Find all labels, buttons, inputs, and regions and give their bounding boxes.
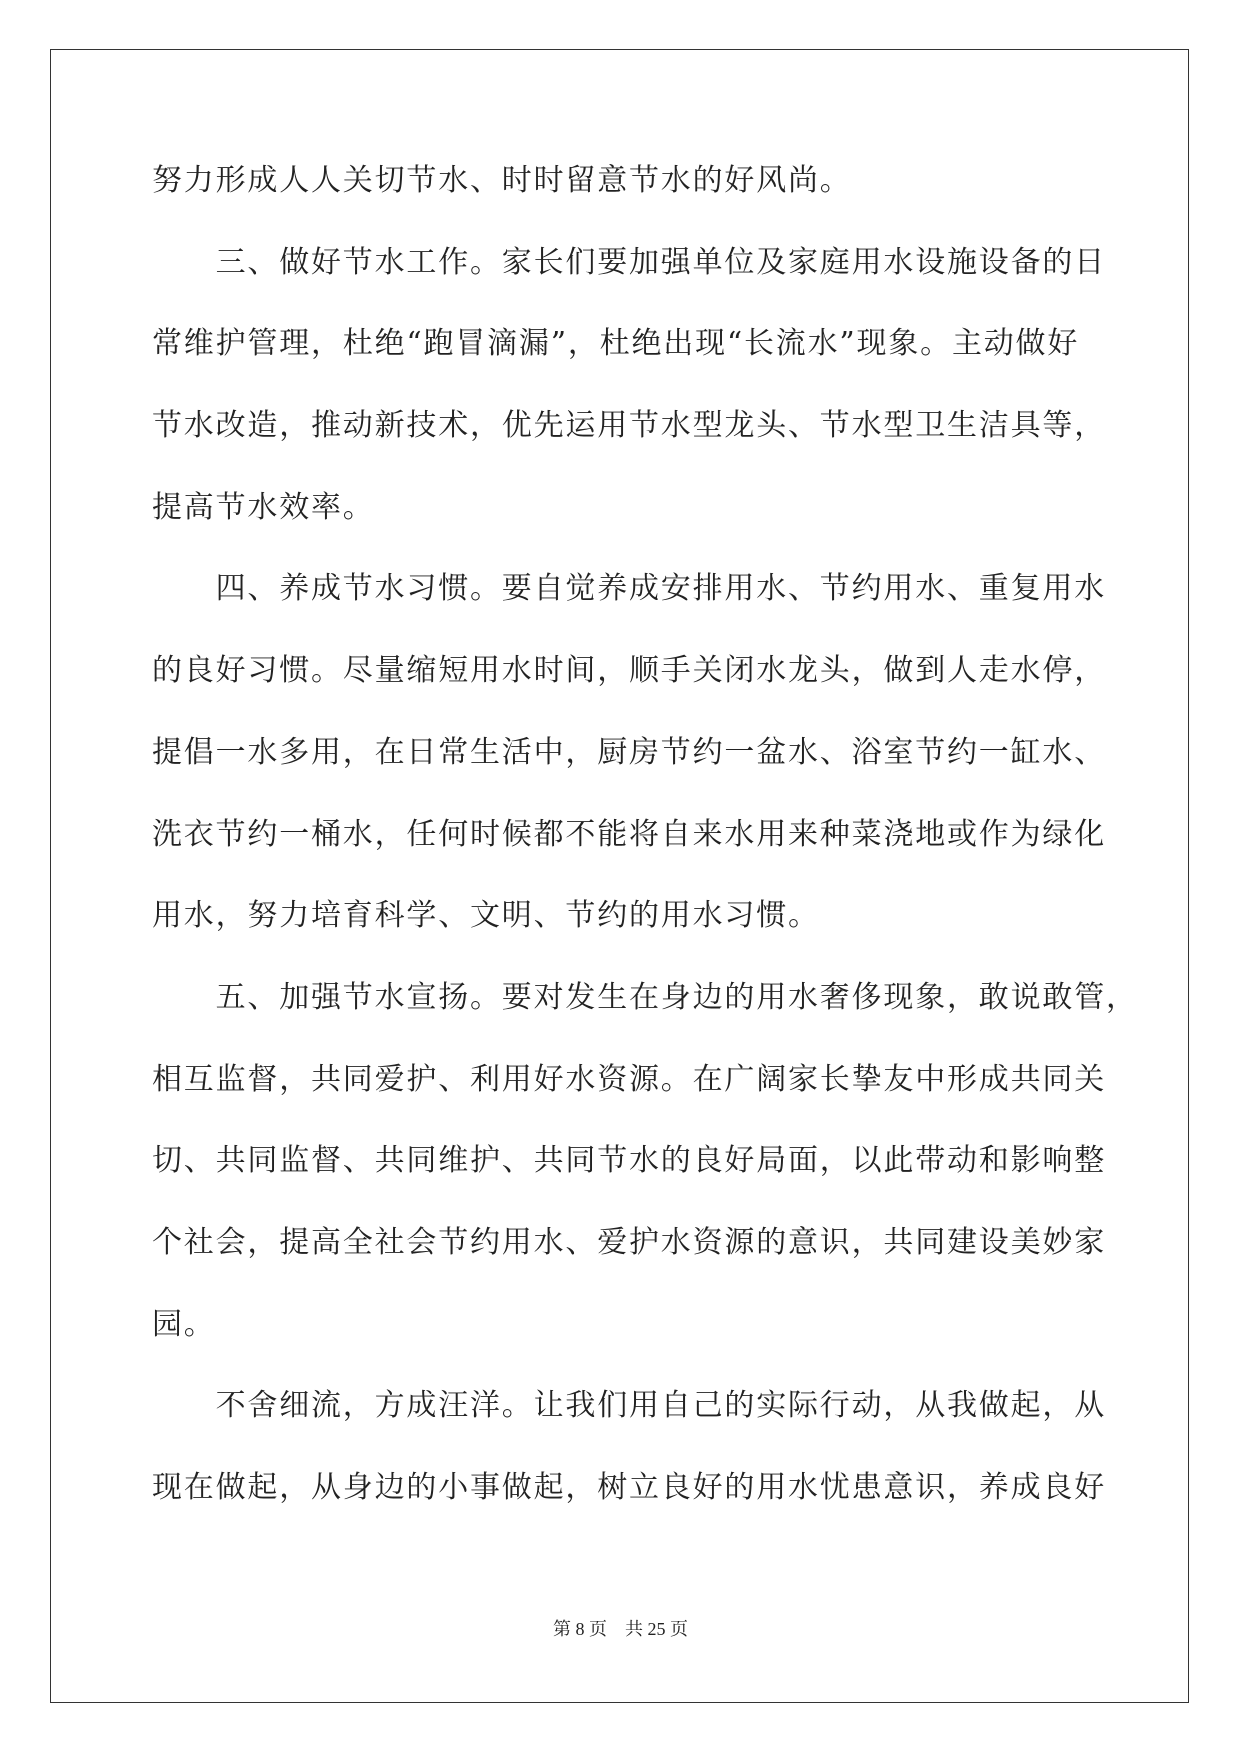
text-line-1: 努力形成人人关切节水、时时留意节水的好风尚。	[152, 163, 852, 198]
page-total: 共 25 页	[625, 1619, 688, 1639]
text-line-7: 的良好习惯。尽量缩短用水时间，顺手关闭水龙头，做到人走水停，	[152, 653, 1106, 689]
text-line-5: 提高节水效率。	[152, 489, 375, 525]
text-line-13: 切、共同监督、共同维护、共同节水的良好局面，以此带动和影响整	[152, 1143, 1106, 1179]
text-line-6: 四、养成节水习惯。要自觉养成安排用水、节约用水、重复用水	[152, 571, 1106, 607]
page-number: 第 8 页	[553, 1619, 607, 1639]
document-body	[152, 163, 1138, 1552]
text-line-8: 提倡一水多用，在日常生活中，厨房节约一盆水、浴室节约一缸水、	[152, 734, 1106, 770]
text-line-12: 相互监督，共同爱护、利用好水资源。在广阔家长挚友中形成共同关	[152, 1061, 1106, 1097]
text-line-14: 个社会，提高全社会节约用水、爱护水资源的意识，共同建设美妙家	[152, 1224, 1106, 1260]
page-footer	[0, 1615, 1241, 1641]
text-line-15: 园。	[152, 1306, 216, 1342]
text-line-4: 节水改造，推动新技术，优先运用节水型龙头、节水型卫生洁具等，	[152, 408, 1106, 444]
text-line-11: 五、加强节水宣扬。要对发生在身边的用水奢侈现象，敢说敢管，	[152, 979, 1138, 1015]
text-line-2: 三、做好节水工作。家长们要加强单位及家庭用水设施设备的日	[152, 244, 1106, 280]
text-line-17: 现在做起，从身边的小事做起，树立良好的用水忧患意识，养成良好	[152, 1470, 1106, 1505]
text-line-9: 洗衣节约一桶水，任何时候都不能将自来水用来种菜浇地或作为绿化	[152, 816, 1106, 852]
text-line-16: 不舍细流，方成汪洋。让我们用自己的实际行动，从我做起，从	[152, 1388, 1106, 1424]
text-line-3: 常维护管理，杜绝“跑冒滴漏”，杜绝出现“长流水”现象。主动做好	[152, 326, 1080, 362]
text-line-10: 用水，努力培育科学、文明、节约的用水习惯。	[152, 898, 820, 934]
